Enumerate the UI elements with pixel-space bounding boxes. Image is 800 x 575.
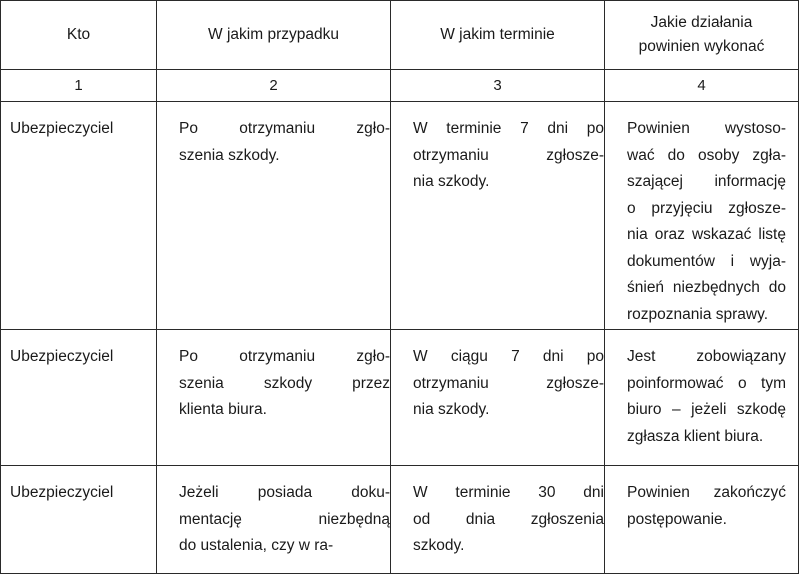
header-actions: [605, 1, 799, 70]
table-row: [1, 102, 799, 330]
cell-text-line: wać do osoby zgła-: [627, 146, 786, 164]
cell-text-line: W terminie 7 dni po: [413, 120, 604, 137]
cell-text-line: rozpoznania sprawy.: [627, 305, 769, 323]
cell-text-line: śnień niezbędnych do: [627, 279, 786, 296]
header-row: [1, 1, 799, 70]
cell-text-line: szenia szkody przez: [179, 374, 390, 392]
cell-actions: [605, 466, 799, 574]
cell-text-line: o przyjęciu zgłosze-: [627, 199, 786, 217]
cell-text-line: zgłasza klient biura.: [627, 427, 764, 445]
column-number: 1: [1, 70, 157, 102]
cell-text-line: nia oraz wskazać listę: [627, 226, 786, 243]
column-number: 2: [157, 70, 391, 102]
cell-text-line: mentację niezbędną: [179, 510, 390, 528]
table-row: [1, 466, 799, 574]
header-actions-line-1: Jakie działania: [650, 14, 753, 31]
cell-deadline: [391, 466, 605, 574]
cell-text-line: Jeżeli posiada doku-: [179, 484, 390, 501]
cell-text-line: Jest zobowiązany: [627, 348, 786, 365]
cell-text-line: otrzymaniu zgłosze-: [413, 374, 604, 392]
header-deadline: W jakim terminie: [391, 1, 605, 70]
cell-text-line: Po otrzymaniu zgło-: [179, 348, 390, 365]
cell-text-line: dokumentów i wyja-: [627, 252, 786, 270]
cell-text-line: poinformować o tym: [627, 374, 786, 392]
header-actions-line-2: powinien wykonać: [638, 38, 765, 55]
cell-case: [157, 330, 391, 466]
cell-text-line: Powinien wystoso-: [627, 120, 786, 137]
cell-text-line: postępowanie.: [627, 510, 727, 528]
header-who: Kto: [1, 1, 157, 70]
cell-deadline: [391, 102, 605, 330]
column-number-row: [1, 70, 799, 102]
cell-who: [1, 466, 157, 574]
column-number: 3: [391, 70, 605, 102]
cell-text-line: klienta biura.: [179, 401, 267, 418]
cell-text-line: W ciągu 7 dni po: [413, 348, 604, 365]
cell-text-line: otrzymaniu zgłosze-: [413, 146, 604, 164]
header-case: W jakim przypadku: [157, 1, 391, 70]
cell-text-line: szającej informację: [627, 173, 786, 190]
cell-text-line: szenia szkody.: [179, 146, 280, 164]
cell-deadline: [391, 330, 605, 466]
cell-text-line: Ubezpieczyciel: [10, 348, 114, 365]
cell-actions: [605, 102, 799, 330]
cell-text-line: Po otrzymaniu zgło-: [179, 120, 390, 137]
cell-actions: [605, 330, 799, 466]
table-row: [1, 330, 799, 466]
cell-text-line: W terminie 30 dni: [413, 484, 604, 501]
cell-who: [1, 330, 157, 466]
cell-text-line: nia szkody.: [413, 173, 490, 190]
cell-text-line: Ubezpieczyciel: [10, 120, 114, 137]
cell-text-line: Powinien zakończyć: [627, 484, 786, 501]
cell-who: [1, 102, 157, 330]
cell-case: [157, 466, 391, 574]
cell-text-line: Ubezpieczyciel: [10, 484, 114, 501]
column-number: 4: [605, 70, 799, 102]
cell-text-line: nia szkody.: [413, 401, 490, 418]
cell-text-line: do ustalenia, czy w ra-: [179, 537, 334, 554]
cell-text-line: od dnia zgłoszenia: [413, 510, 604, 528]
cell-text-line: biuro – jeżeli szkodę: [627, 401, 786, 418]
cell-case: [157, 102, 391, 330]
cell-text-line: szkody.: [413, 537, 465, 554]
